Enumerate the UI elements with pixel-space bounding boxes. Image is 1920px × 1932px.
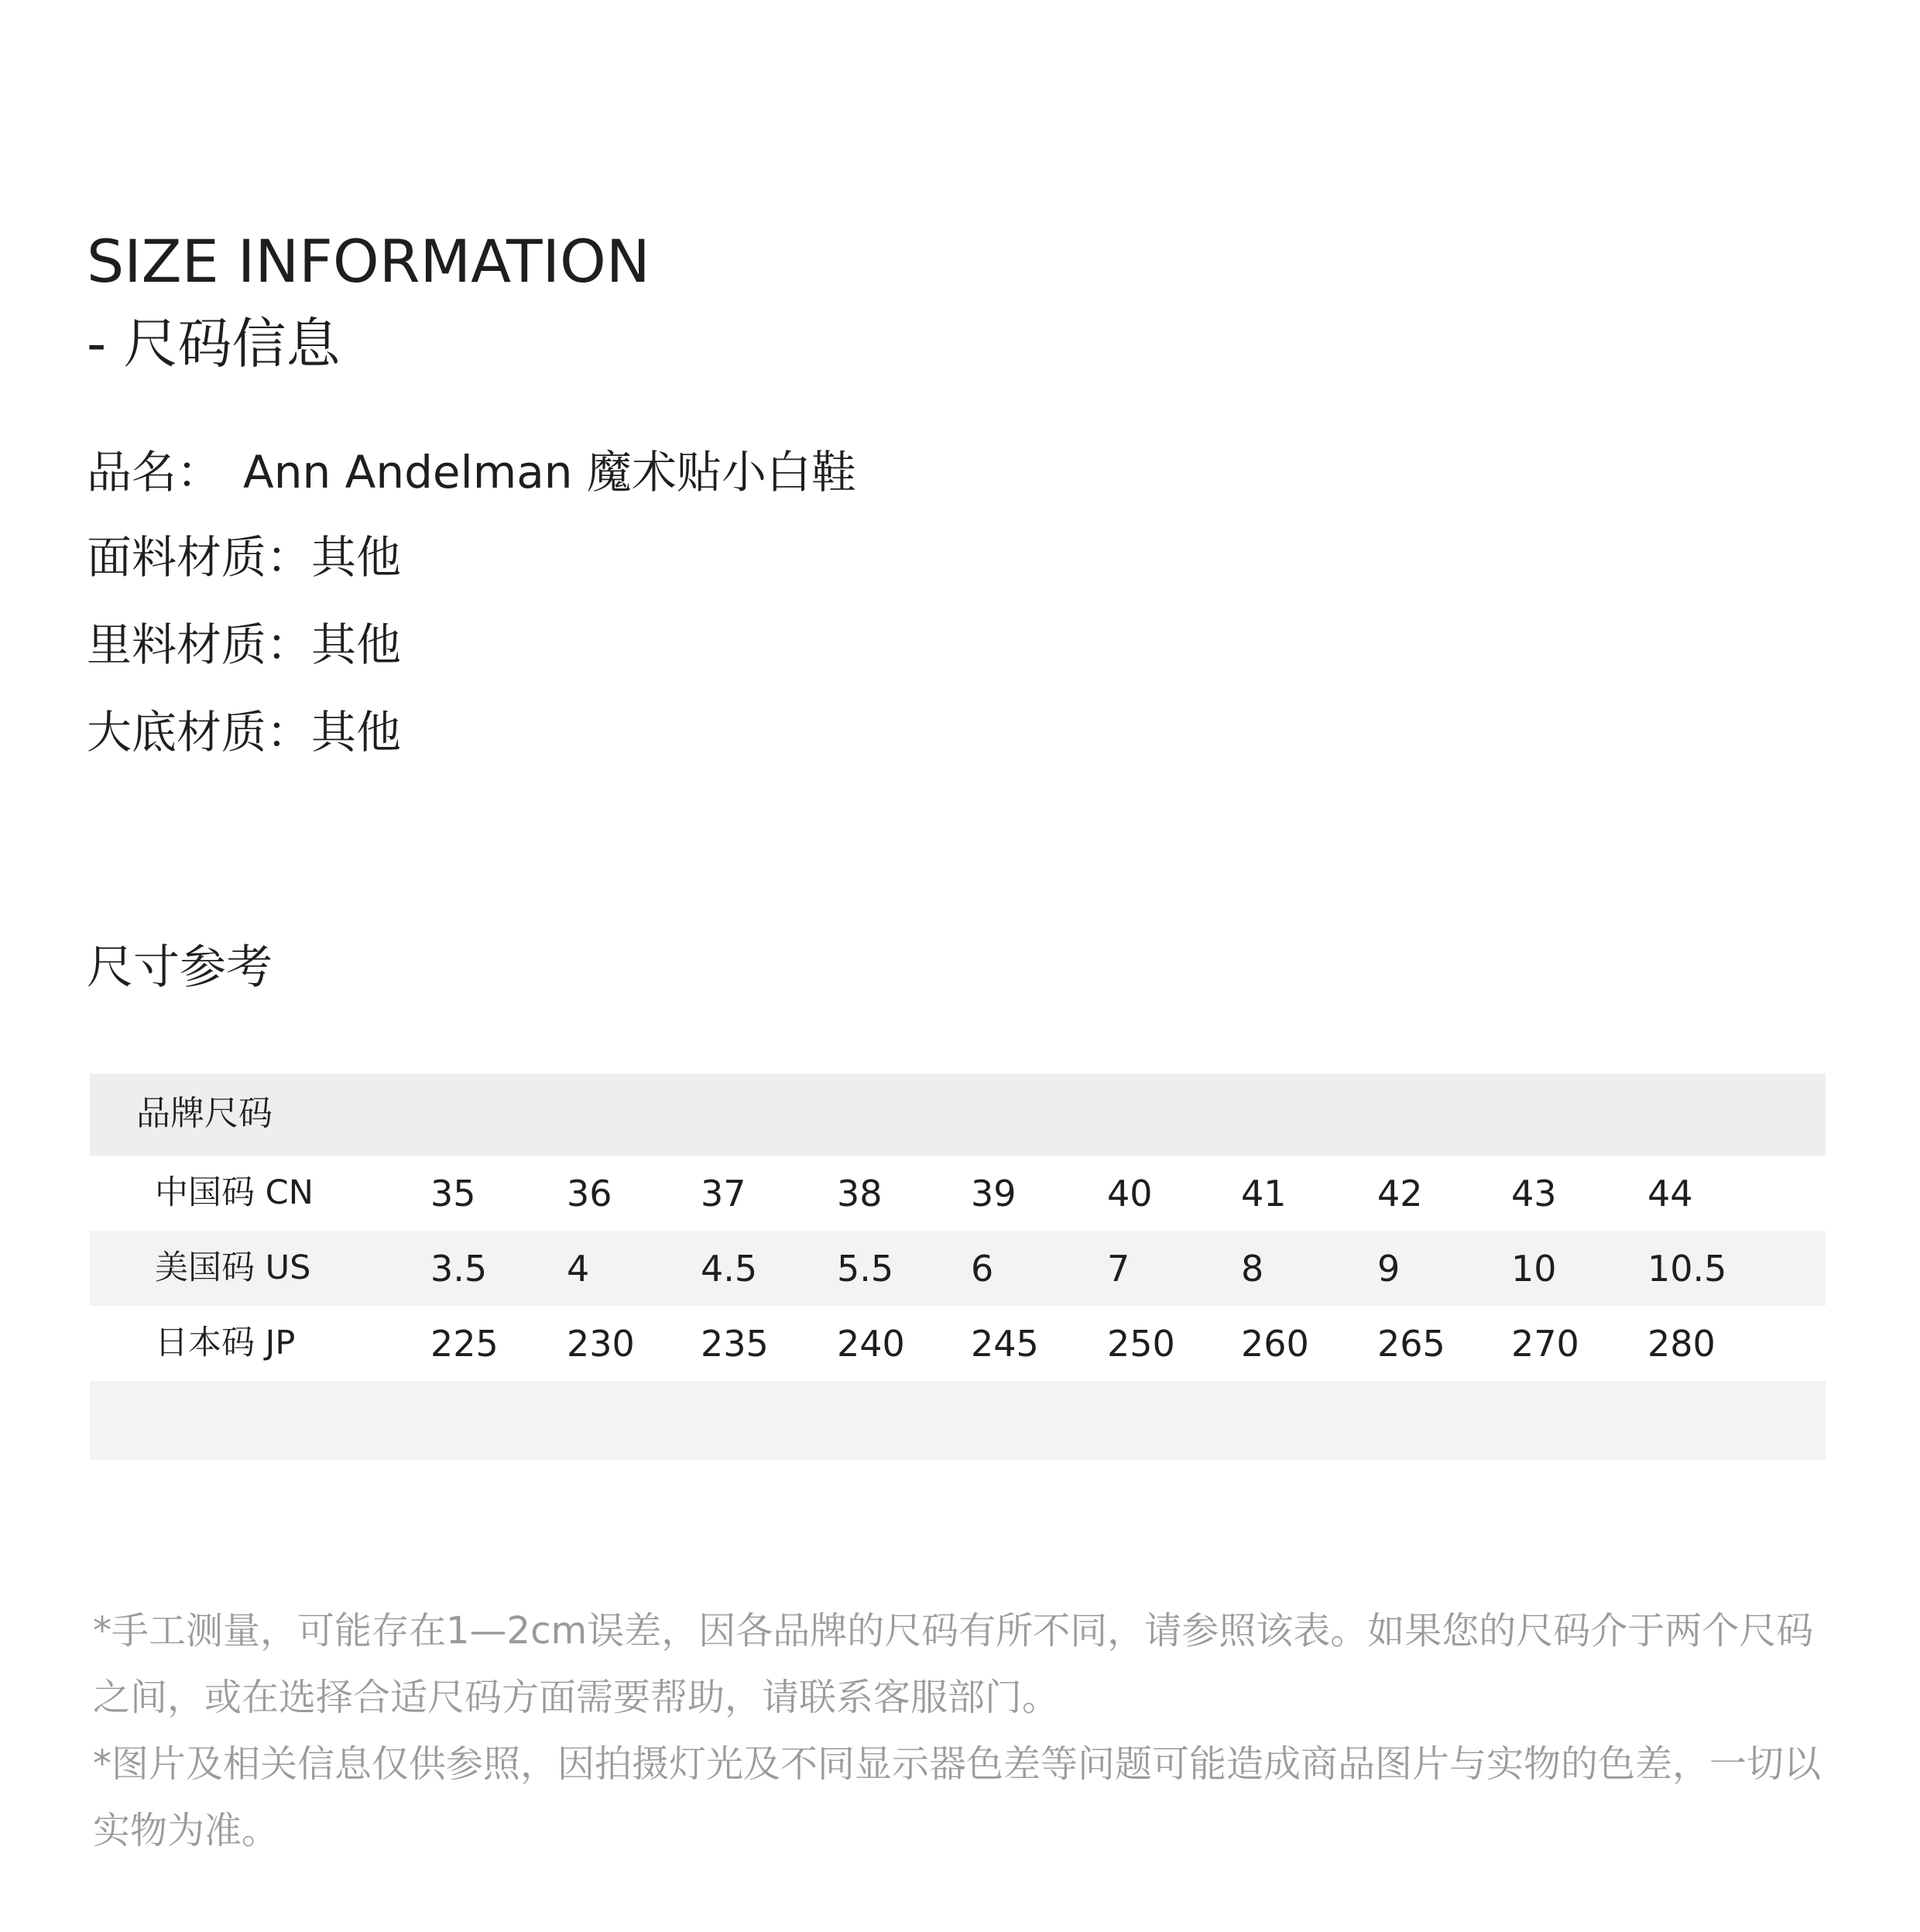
table-cell: 270 bbox=[1511, 1323, 1579, 1365]
table-cell: 10.5 bbox=[1647, 1248, 1727, 1290]
sole-material-value: 其他 bbox=[311, 706, 402, 759]
outer-material-label: 面料材质： bbox=[87, 531, 312, 584]
table-cell: 230 bbox=[567, 1323, 635, 1365]
table-cell: 4 bbox=[567, 1248, 590, 1290]
table-cell: 240 bbox=[837, 1323, 905, 1365]
table-cell: 10 bbox=[1511, 1248, 1557, 1290]
table-cell: 225 bbox=[430, 1323, 499, 1365]
lining-material-line bbox=[87, 615, 401, 674]
table-cell: 265 bbox=[1377, 1323, 1445, 1365]
table-cell: 260 bbox=[1241, 1323, 1309, 1365]
table-cell: 3.5 bbox=[430, 1248, 488, 1290]
row-label-cn: 中国码 CN bbox=[155, 1173, 314, 1212]
sole-material-line bbox=[87, 703, 401, 762]
table-row-cn bbox=[90, 1156, 1826, 1231]
table-cell: 39 bbox=[971, 1173, 1017, 1214]
note-measurement: *手工测量，可能存在1—2cm误差，因各品牌的尺码有所不同，请参照该表。如果您的尺码介于两个尺码之间，或在选择合适尺码方面需要帮助，请联系客服部门。 bbox=[93, 1609, 1814, 1719]
table-cell: 9 bbox=[1377, 1248, 1401, 1290]
outer-material-value: 其他 bbox=[311, 531, 402, 584]
table-cell: 43 bbox=[1511, 1173, 1557, 1214]
table-cell: 35 bbox=[430, 1173, 476, 1214]
table-cell: 7 bbox=[1107, 1248, 1130, 1290]
title-en: SIZE INFORMATION bbox=[87, 227, 650, 296]
note-color-difference: *图片及相关信息仅供参照，因拍摄灯光及不同显示器色差等问题可能造成商品图片与实物的色差，一切以实物为准。 bbox=[93, 1742, 1822, 1852]
lining-material-value: 其他 bbox=[311, 618, 402, 671]
product-name-value: Ann Andelman 魔术贴小白鞋 bbox=[243, 446, 856, 498]
table-cell: 5.5 bbox=[837, 1248, 894, 1290]
row-label-us: 美国码 US bbox=[155, 1249, 311, 1287]
table-cell: 38 bbox=[837, 1173, 883, 1214]
table-empty-row bbox=[90, 1381, 1826, 1460]
table-cell: 235 bbox=[701, 1323, 769, 1365]
sole-material-label: 大底材质： bbox=[87, 706, 312, 759]
table-cell: 280 bbox=[1647, 1323, 1716, 1365]
row-label-jp: 日本码 JP bbox=[155, 1324, 296, 1362]
table-cell: 8 bbox=[1241, 1248, 1264, 1290]
table-cell: 42 bbox=[1377, 1173, 1423, 1214]
table-cell: 44 bbox=[1647, 1173, 1693, 1214]
lining-material-label: 里料材质： bbox=[87, 618, 312, 671]
table-cell: 250 bbox=[1107, 1323, 1175, 1365]
table-cell: 6 bbox=[971, 1248, 994, 1290]
title-cn: - 尺码信息 bbox=[87, 312, 341, 375]
product-name-line bbox=[87, 443, 856, 502]
table-cell: 37 bbox=[701, 1173, 746, 1214]
size-table-header bbox=[90, 1074, 1826, 1156]
table-row-jp bbox=[90, 1306, 1826, 1381]
table-cell: 4.5 bbox=[701, 1248, 758, 1290]
table-cell: 40 bbox=[1107, 1173, 1153, 1214]
table-cell: 36 bbox=[567, 1173, 612, 1214]
product-name-label: 品名： bbox=[87, 446, 222, 498]
outer-material-line bbox=[87, 528, 401, 587]
size-table bbox=[90, 1074, 1826, 1460]
table-cell: 41 bbox=[1241, 1173, 1287, 1214]
size-reference-title: 尺寸参考 bbox=[87, 940, 273, 995]
table-cell: 245 bbox=[971, 1323, 1039, 1365]
brand-size-header: 品牌尺码 bbox=[136, 1094, 273, 1133]
table-row-us bbox=[90, 1231, 1826, 1306]
